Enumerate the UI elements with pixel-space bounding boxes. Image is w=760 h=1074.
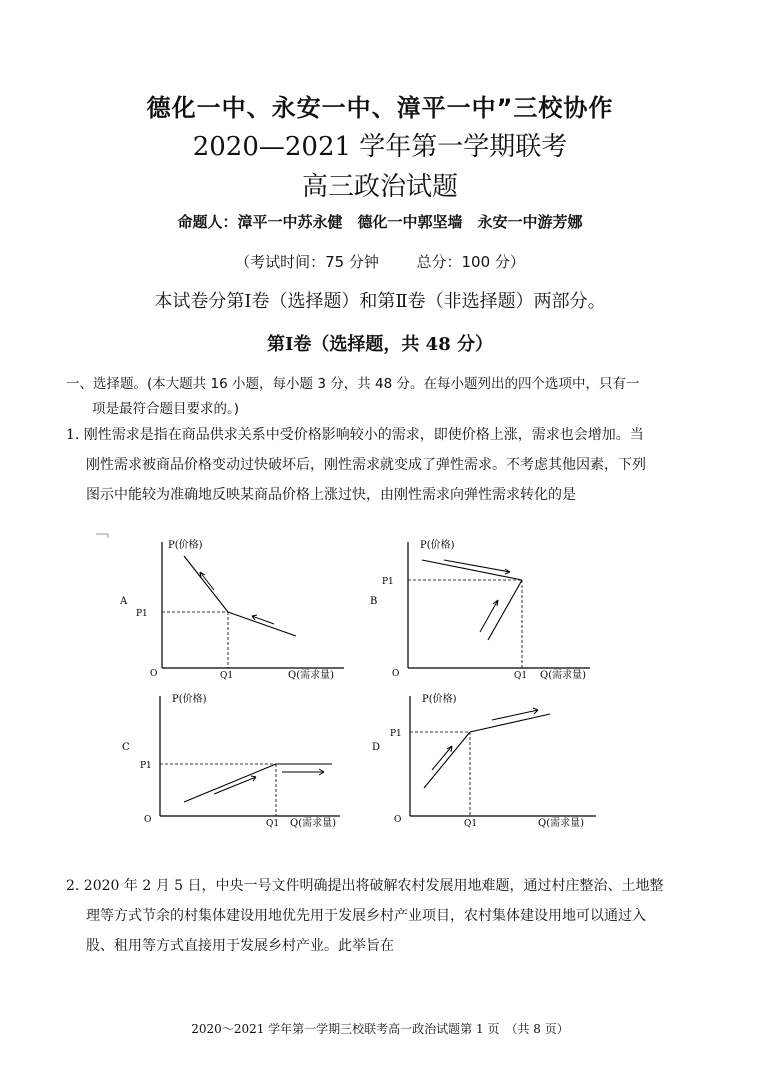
q2-line-3: 股、租用等方式直接用于发展乡村产业。此举旨在: [86, 938, 394, 954]
segment-rising: [184, 764, 276, 802]
question-1: [66, 420, 706, 510]
arrow-1: [200, 572, 214, 590]
q1-label: Q1: [514, 671, 528, 680]
segment-steep: [184, 556, 228, 612]
section-line-2: 项是最符合题目要求的。): [92, 401, 240, 417]
q1-line-1: 1. 刚性需求是指在商品供求关系中受价格影响较小的需求，即使价格上涨，需求也会增加。当: [66, 427, 644, 443]
arrow-2: [252, 616, 274, 624]
option-label-b: B: [370, 596, 378, 607]
question-2: [66, 871, 716, 961]
p1-label: P1: [382, 577, 394, 587]
chart-option-b: [360, 530, 640, 680]
chart-option-d: [360, 688, 630, 833]
y-axis-label: P(价格): [422, 694, 457, 705]
exam-title: 高三政治试题: [301, 172, 458, 202]
q1-line-2: 刚性需求被商品价格变动过快破坏后，刚性需求就变成了弹性需求。不考虑其他因素，下列: [86, 457, 646, 473]
schools-title: 德化一中、永安一中、漳平一中”三校协作: [146, 94, 614, 122]
exam-time: （考试时间：75 分钟: [235, 253, 379, 271]
y-axis-label: P(价格): [420, 540, 455, 551]
origin-label: O: [150, 669, 158, 679]
p1-label: P1: [390, 729, 402, 739]
q2-line-1: 2. 2020 年 2 月 5 日，中央一号文件明确提出将破解农村发展用地难题，通过村庄整治、土地整: [66, 878, 664, 894]
authors-line: 命题人：漳平一中苏永健 德化一中郭坚墙 永安一中游芳娜: [177, 213, 583, 231]
x-axis-label: Q(需求量): [538, 818, 585, 829]
q2-line-2: 理等方式节余的村集体建设用地优先用于发展乡村产业项目，农村集体建设用地可以通过入: [86, 908, 646, 924]
segment-steep: [424, 732, 470, 788]
chart-option-c: [110, 688, 370, 833]
option-label-a: A: [120, 596, 128, 607]
exam-score: 总分：100 分）: [416, 253, 525, 271]
option-label-c: C: [122, 742, 130, 753]
q1-line-3: 图示中能较为准确地反映某商品价格上涨过快，由刚性需求向弹性需求转化的是: [86, 487, 576, 503]
intro-line: 本试卷分第Ⅰ卷（选择题）和第Ⅱ卷（非选择题）两部分。: [154, 291, 606, 312]
segment-steep: [488, 580, 522, 640]
q1-label: Q1: [220, 671, 234, 680]
q1-label: Q1: [464, 819, 478, 829]
year-term-title: 2020—2021 学年第一学期联考: [192, 132, 568, 162]
x-axis-label: Q(需求量): [540, 670, 587, 680]
origin-label: O: [394, 815, 402, 825]
page-footer: 2020～2021 学年第一学期三校联考高一政治试题第 1 页 （共 8 页）: [191, 1022, 569, 1036]
arrow-1: [214, 777, 256, 794]
x-axis-label: Q(需求量): [288, 670, 335, 680]
origin-label: O: [144, 815, 152, 825]
chart-option-a: [92, 530, 372, 680]
segment-gentle: [470, 714, 550, 732]
exam-info: [0, 251, 760, 272]
section-line-1: 一、选择题。(本大题共 16 小题，每小题 3 分，共 48 分。在每小题列出的四个选项中，只有一: [66, 376, 640, 392]
x-axis-label: Q(需求量): [290, 818, 337, 829]
q1-label: Q1: [266, 819, 280, 829]
y-axis-label: P(价格): [172, 694, 207, 705]
y-axis-label: P(价格): [168, 540, 203, 551]
p1-label: P1: [136, 609, 148, 619]
option-label-d: D: [372, 742, 381, 753]
p1-label: P1: [140, 761, 152, 771]
origin-label: O: [392, 669, 400, 679]
segment-flat: [228, 612, 296, 636]
part1-title: 第Ⅰ卷（选择题，共 48 分）: [266, 334, 493, 355]
section-instructions: [66, 372, 706, 422]
